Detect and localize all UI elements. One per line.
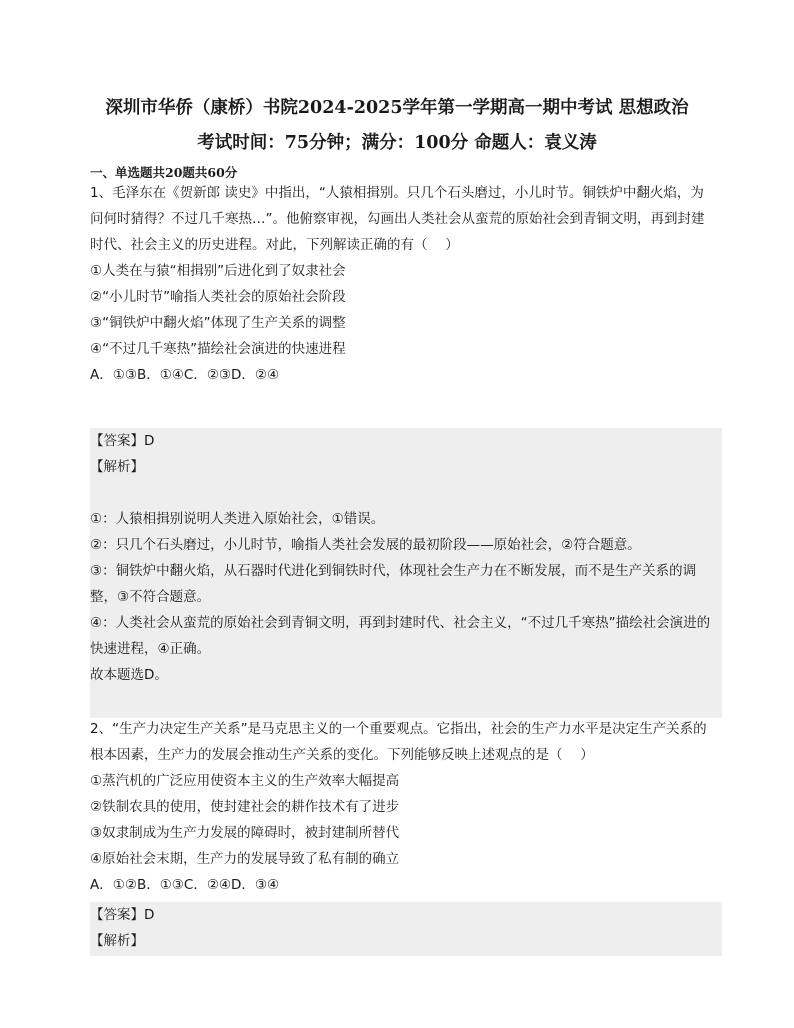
question-1-stem: 时代、社会主义的历史进程。对此，下列解读正确的有（ ） [90, 237, 459, 253]
question-1-option: ①人类在与猿“相揖别”后进化到了奴隶社会 [90, 263, 346, 279]
analysis-conclusion: 故本题选D。 [90, 667, 168, 683]
exam-title: 深圳市华侨（康桥）书院2024-2025学年第一学期高一期中考试 思想政治 [105, 98, 689, 118]
question-1-option: ②“小儿时节”喻指人类社会的原始社会阶段 [90, 289, 346, 305]
analysis-line: ④：人类社会从蛮荒的原始社会到青铜文明，再到封建时代、社会主义，“不过几千寒热”描绘社会演进的 [90, 615, 711, 631]
answer-label: 【答案】D [90, 907, 155, 923]
question-2-option: ④原始社会末期，生产力的发展导致了私有制的确立 [90, 851, 400, 867]
analysis-line: ②：只几个石头磨过，小儿时节，喻指人类社会发展的最初阶段——原始社会，②符合题意。 [90, 537, 641, 553]
question-1-option: ③“铜铁炉中翻火焰”体现了生产关系的调整 [90, 315, 346, 331]
analysis-line: ③：铜铁炉中翻火焰，从石器时代进化到铜铁时代，体现社会生产力在不断发展，而不是生产关系的调 [90, 563, 697, 579]
spacer [90, 480, 722, 506]
exam-info: 考试时间：75分钟；满分：100分 命题人：袁义涛 [197, 133, 597, 153]
question-1-choices: A．①③B．①④C．②③D．②④ [90, 367, 280, 383]
question-2-choices: A．①②B．①③C．②④D．③④ [90, 877, 280, 893]
question-2 [90, 716, 722, 898]
question-1-stem: 1、毛泽东在《贺新郎 读史》中指出，“人猿相揖别。只几个石头磨过，小儿时节。铜铁炉中翻火焰，为 [90, 185, 704, 201]
question-2-option: ③奴隶制成为生产力发展的障碍时，被封建制所替代 [90, 825, 400, 841]
analysis-line: 快速进程，④正确。 [90, 641, 211, 657]
question-1 [90, 180, 722, 388]
question-1-stem: 问何时猜得？不过几千寒热…”。他俯察审视，勾画出人类社会从蛮荒的原始社会到青铜文明，再到封建 [90, 211, 705, 227]
section-heading: 一、单选题共20题共60分 [90, 165, 238, 180]
question-2-option: ②铁制农具的使用，使封建社会的耕作技术有了进步 [90, 799, 400, 815]
question-1-option: ④“不过几千寒热”描绘社会演进的快速进程 [90, 341, 346, 357]
question-2-option: ①蒸汽机的广泛应用使资本主义的生产效率大幅提高 [90, 773, 400, 789]
answer-label: 【答案】D [90, 433, 155, 449]
analysis-label: 【解析】 [90, 933, 144, 949]
analysis-line: 整，③不符合题意。 [90, 589, 211, 605]
question-2-stem: 2、“生产力决定生产关系”是马克思主义的一个重要观点。它指出，社会的生产力水平是决定生产关系的 [90, 721, 707, 737]
analysis-line: ①：人猿相揖别说明人类进入原始社会，①错误。 [90, 511, 385, 527]
question-1-answer-block [90, 428, 722, 718]
question-2-answer-block [90, 902, 722, 956]
analysis-label: 【解析】 [90, 459, 144, 475]
question-2-stem: 根本因素，生产力的发展会推动生产关系的变化。下列能够反映上述观点的是（ ） [90, 747, 594, 763]
